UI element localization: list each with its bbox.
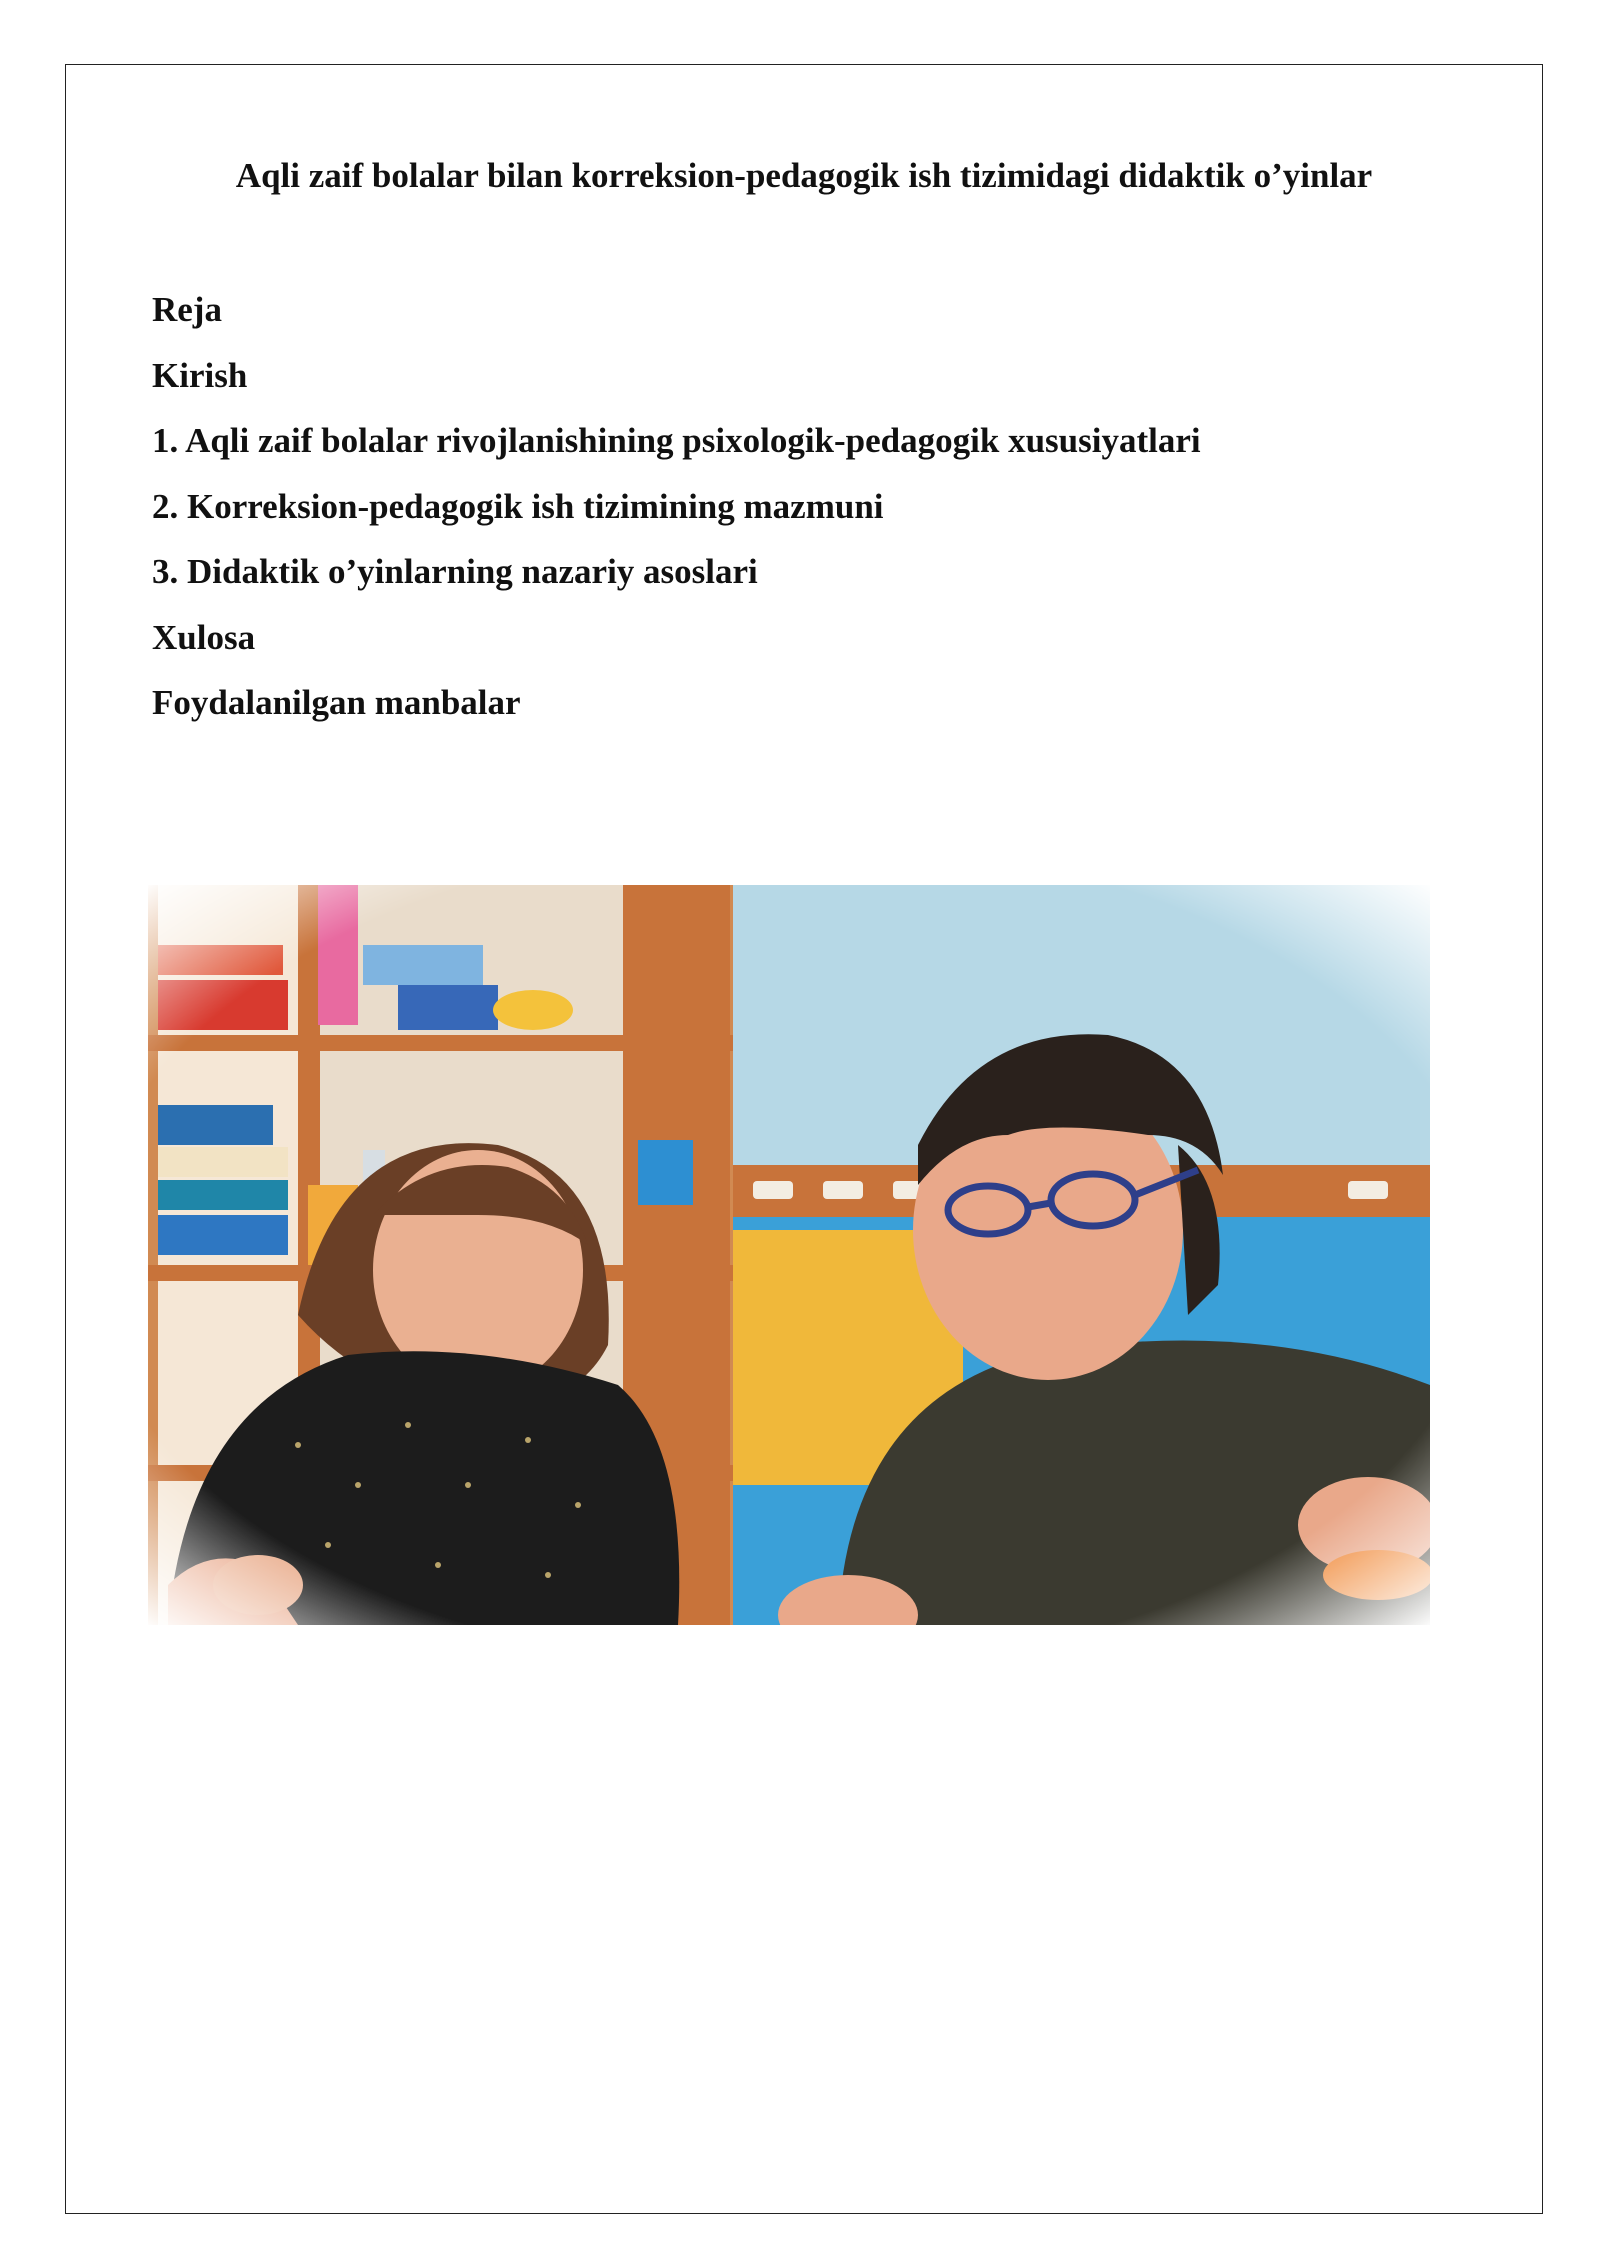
plan-heading: Reja bbox=[152, 290, 222, 329]
plan-item-2: 2. Korreksion-pedagogik ish tizimining mazmuni bbox=[152, 486, 884, 526]
plan-item-references: Foydalanilgan manbalar bbox=[152, 683, 521, 722]
plan-list bbox=[152, 277, 1201, 736]
plan-item-1: 1. Aqli zaif bolalar rivojlanishining psixologik-pedagogik xususiyatlari bbox=[152, 421, 1201, 460]
plan-item-conclusion: Xulosa bbox=[152, 617, 256, 657]
document-title: Aqli zaif bolalar bilan korreksion-pedagogik ish tizimidagi didaktik o’yinlar bbox=[235, 156, 1373, 195]
classroom-photo-illustration bbox=[148, 885, 1430, 1625]
plan-item-3: 3. Didaktik o’yinlarning nazariy asoslari bbox=[152, 552, 758, 591]
plan-item-introduction: Kirish bbox=[152, 355, 248, 395]
classroom-photo bbox=[148, 885, 1430, 1625]
